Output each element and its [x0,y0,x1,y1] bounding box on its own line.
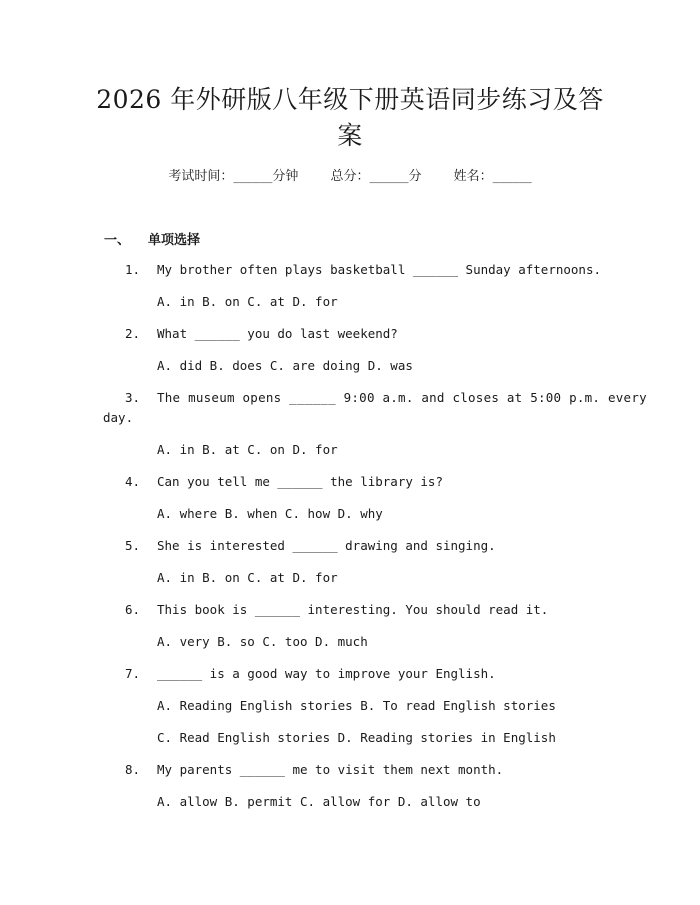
question-options: A. in B. on C. at D. for [157,294,338,309]
question-options: A. where B. when C. how D. why [157,506,383,521]
title-line-2: 案 [337,121,363,150]
total-score-field: 总分：______分 [330,169,422,184]
question-number: 6. [124,602,140,617]
question-number: 1. [124,262,140,277]
exam-info-row [0,168,700,186]
question-text-continued: day. [103,410,134,425]
question-number: 5. [124,538,140,553]
question-options: A. did B. does C. are doing D. was [157,358,413,373]
question-number: 4. [124,474,140,489]
question-text: Can you tell me ______ the library is? [157,474,443,489]
question-options: A. allow B. permit C. allow for D. allow to [157,794,481,809]
section-number: 一、 [104,233,131,248]
question-text: What ______ you do last weekend? [157,326,398,341]
question-text: This book is ______ interesting. You should read it. [157,602,549,617]
question-text: My parents ______ me to visit them next month. [157,762,504,777]
section-heading [104,229,200,248]
question-text: ______ is a good way to improve your English. [157,666,496,681]
question-number: 2. [124,326,140,341]
question-text: My brother often plays basketball ______ Sunday afternoons. [157,262,602,277]
document-title [95,82,605,154]
question-text: She is interested ______ drawing and singing. [157,538,496,553]
question-number: 3. [124,390,140,405]
section-title: 单项选择 [148,233,201,248]
question-options: A. in B. at C. on D. for [157,442,338,457]
student-name-field: 姓名：______ [453,169,532,184]
question-options: A. very B. so C. too D. much [157,634,368,649]
question-number: 7. [124,666,140,681]
exam-time-field: 考试时间：______分钟 [168,169,299,184]
question-text: The museum opens ______ 9:00 a.m. and closes at 5:00 p.m. every [157,390,647,405]
question-options: C. Read English stories D. Reading stories in English [157,730,556,745]
question-options: A. in B. on C. at D. for [157,570,338,585]
question-number: 8. [124,762,140,777]
title-line-1: 2026 年外研版八年级下册英语同步练习及答 [96,85,604,114]
question-options: A. Reading English stories B. To read English stories [157,698,556,713]
